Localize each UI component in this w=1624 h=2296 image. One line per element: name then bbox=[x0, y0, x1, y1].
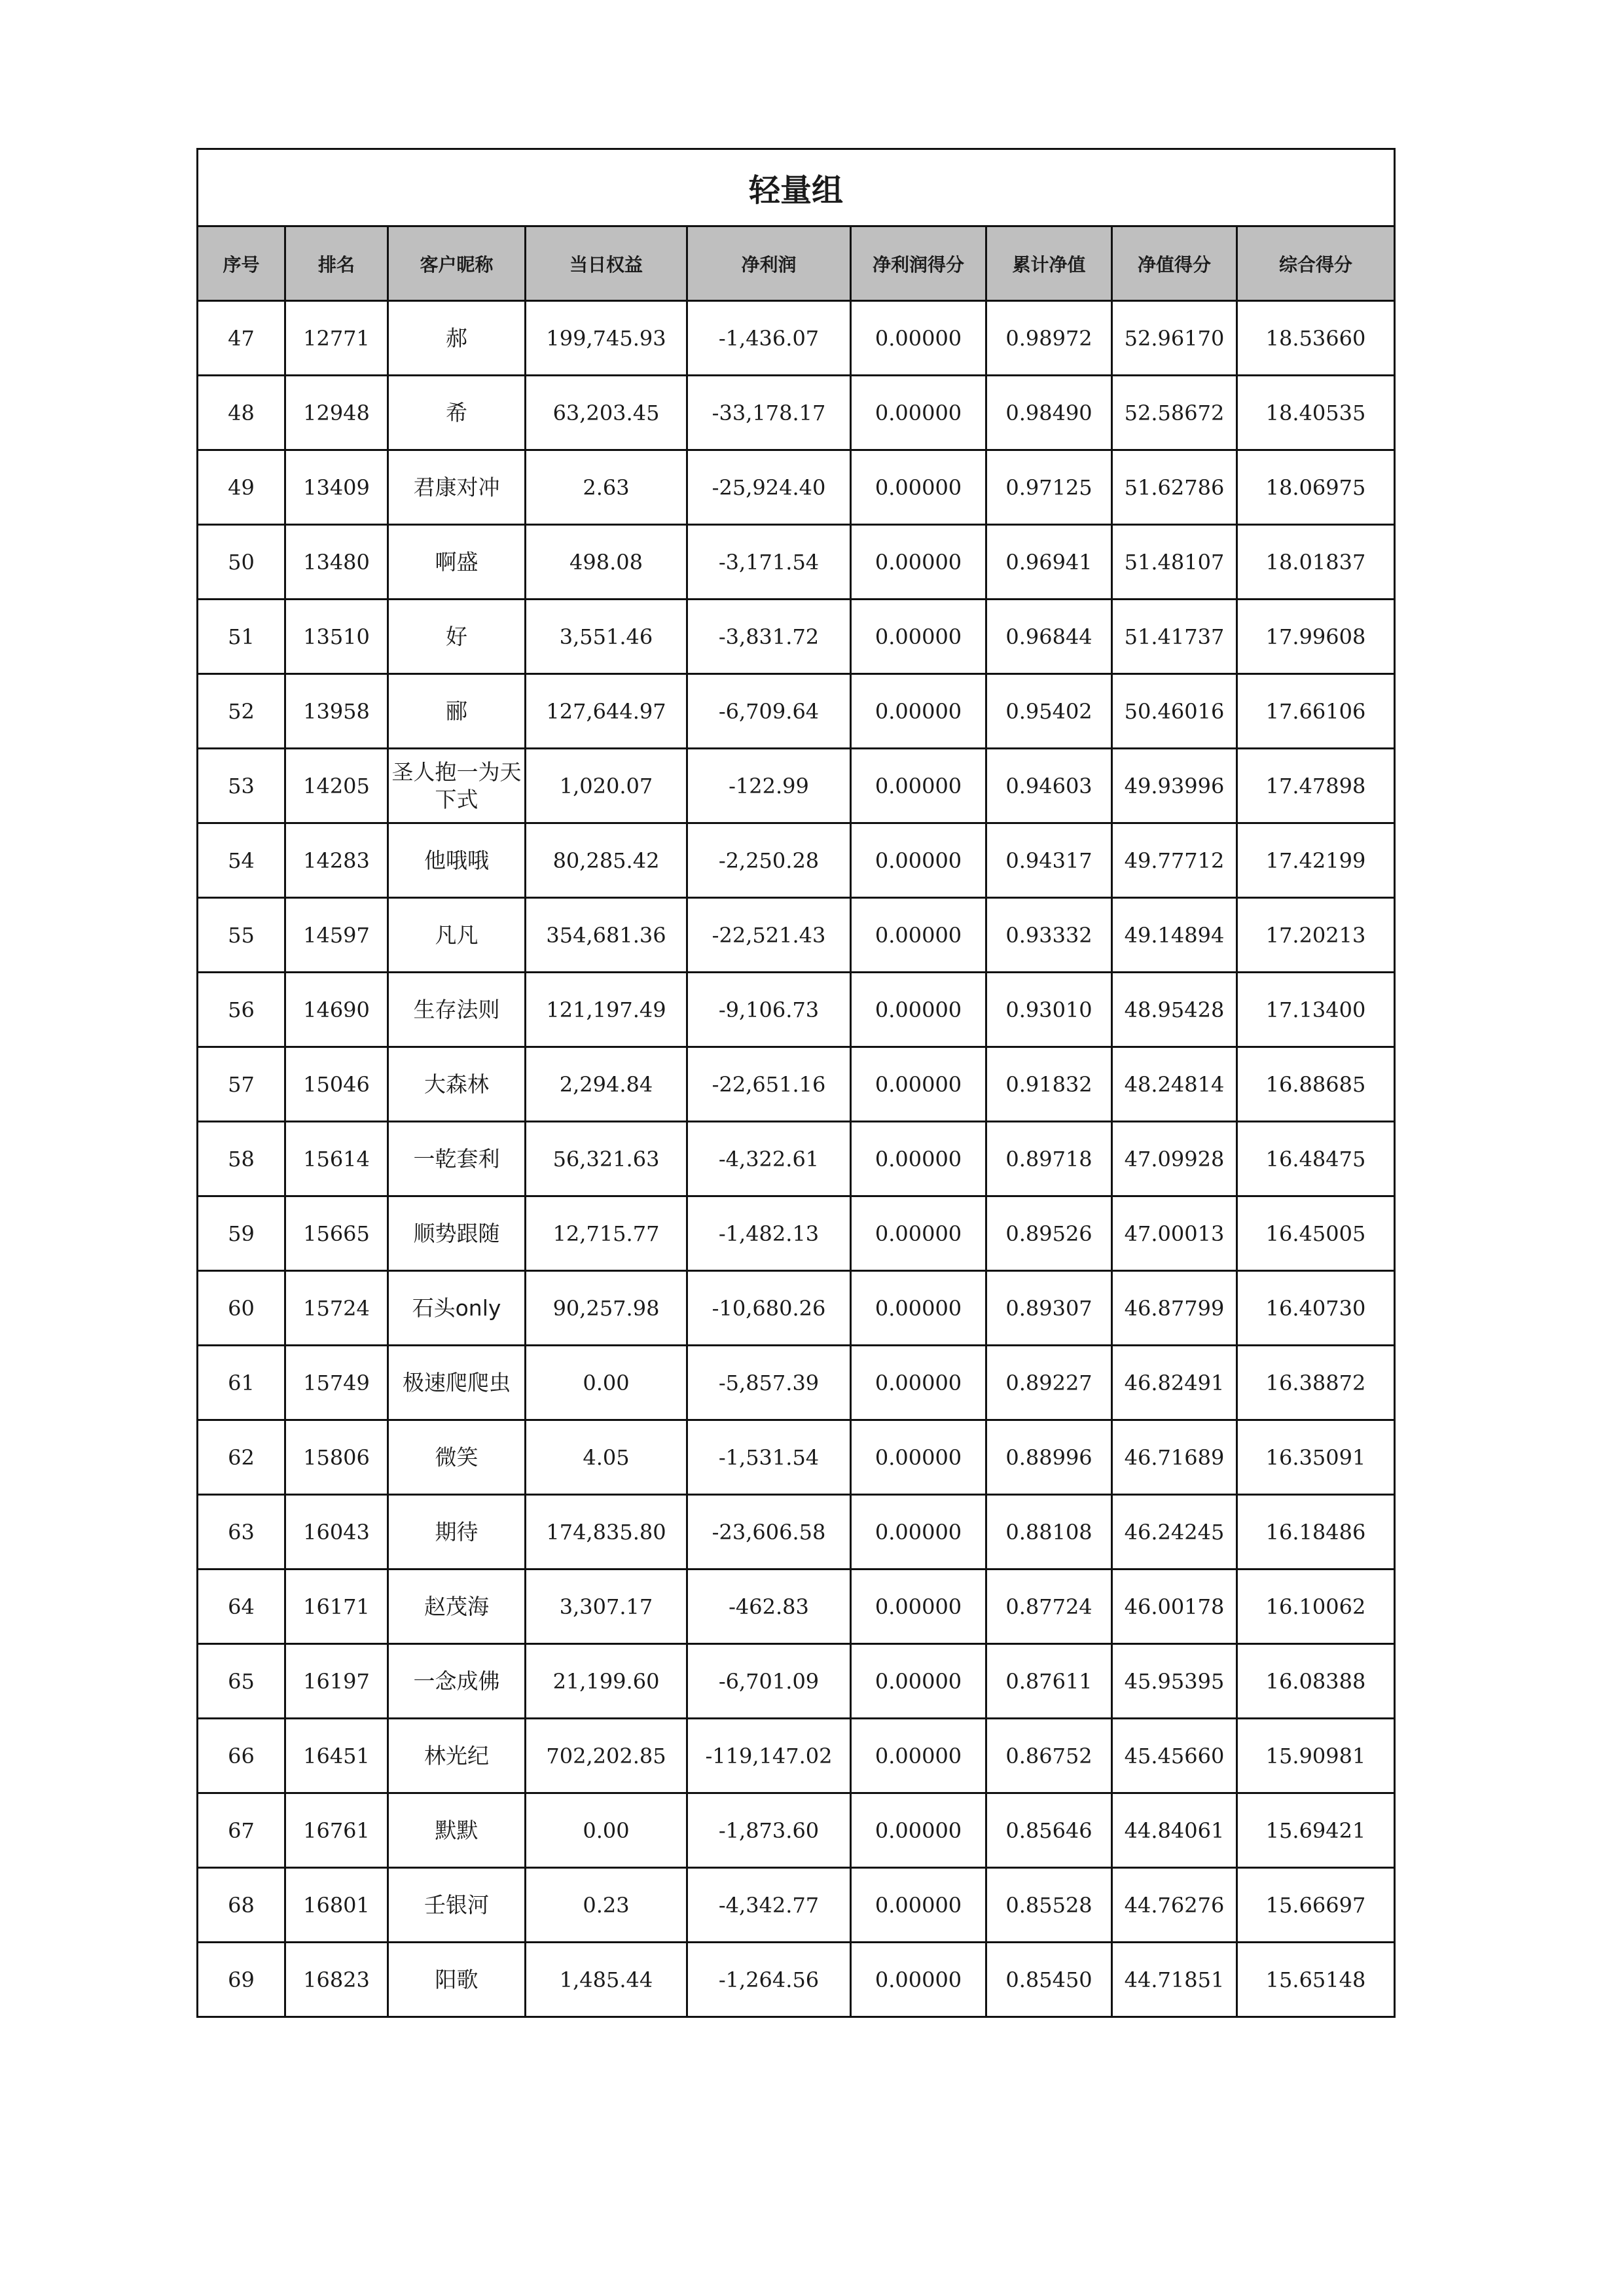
cell-rank: 16801 bbox=[285, 1868, 388, 1943]
cell-net-profit: -10,680.26 bbox=[687, 1271, 851, 1346]
cell-total-score: 16.40730 bbox=[1237, 1271, 1395, 1346]
cell-seq: 58 bbox=[198, 1122, 285, 1196]
cell-equity: 498.08 bbox=[526, 525, 687, 600]
cell-value-score: 46.71689 bbox=[1112, 1420, 1237, 1495]
cell-rank: 12948 bbox=[285, 376, 388, 450]
cell-net-value: 0.89718 bbox=[986, 1122, 1112, 1196]
cell-total-score: 18.06975 bbox=[1237, 450, 1395, 525]
cell-net-value: 0.89526 bbox=[986, 1196, 1112, 1271]
cell-rank: 16197 bbox=[285, 1644, 388, 1719]
cell-nickname: 微笑 bbox=[388, 1420, 526, 1495]
cell-net-value: 0.94317 bbox=[986, 823, 1112, 898]
cell-nickname: 默默 bbox=[388, 1793, 526, 1868]
header-equity: 当日权益 bbox=[526, 226, 687, 301]
cell-equity: 3,551.46 bbox=[526, 600, 687, 674]
header-seq: 序号 bbox=[198, 226, 285, 301]
cell-profit-score: 0.00000 bbox=[851, 525, 986, 600]
cell-profit-score: 0.00000 bbox=[851, 1570, 986, 1644]
cell-seq: 66 bbox=[198, 1719, 285, 1793]
cell-value-score: 48.95428 bbox=[1112, 973, 1237, 1047]
cell-rank: 16043 bbox=[285, 1495, 388, 1570]
cell-seq: 67 bbox=[198, 1793, 285, 1868]
cell-nickname: 壬银河 bbox=[388, 1868, 526, 1943]
cell-net-profit: -1,531.54 bbox=[687, 1420, 851, 1495]
cell-seq: 55 bbox=[198, 898, 285, 973]
cell-net-profit: -3,831.72 bbox=[687, 600, 851, 674]
cell-value-score: 46.82491 bbox=[1112, 1346, 1237, 1420]
cell-value-score: 47.00013 bbox=[1112, 1196, 1237, 1271]
table-row bbox=[198, 898, 1395, 973]
cell-net-value: 0.97125 bbox=[986, 450, 1112, 525]
cell-total-score: 17.42199 bbox=[1237, 823, 1395, 898]
table-row bbox=[198, 823, 1395, 898]
cell-profit-score: 0.00000 bbox=[851, 1644, 986, 1719]
cell-net-profit: -1,482.13 bbox=[687, 1196, 851, 1271]
cell-seq: 56 bbox=[198, 973, 285, 1047]
header-net-value: 累计净值 bbox=[986, 226, 1112, 301]
cell-profit-score: 0.00000 bbox=[851, 1196, 986, 1271]
cell-net-profit: -1,264.56 bbox=[687, 1943, 851, 2017]
cell-seq: 64 bbox=[198, 1570, 285, 1644]
cell-seq: 60 bbox=[198, 1271, 285, 1346]
cell-seq: 49 bbox=[198, 450, 285, 525]
cell-total-score: 17.47898 bbox=[1237, 749, 1395, 823]
cell-net-profit: -22,521.43 bbox=[687, 898, 851, 973]
cell-rank: 14283 bbox=[285, 823, 388, 898]
cell-equity: 2.63 bbox=[526, 450, 687, 525]
cell-value-score: 51.41737 bbox=[1112, 600, 1237, 674]
header-total-score: 综合得分 bbox=[1237, 226, 1395, 301]
cell-equity: 3,307.17 bbox=[526, 1570, 687, 1644]
cell-equity: 12,715.77 bbox=[526, 1196, 687, 1271]
cell-equity: 90,257.98 bbox=[526, 1271, 687, 1346]
cell-equity: 80,285.42 bbox=[526, 823, 687, 898]
cell-seq: 59 bbox=[198, 1196, 285, 1271]
header-value-score: 净值得分 bbox=[1112, 226, 1237, 301]
cell-profit-score: 0.00000 bbox=[851, 301, 986, 376]
cell-nickname: 石头only bbox=[388, 1271, 526, 1346]
cell-seq: 50 bbox=[198, 525, 285, 600]
cell-rank: 15614 bbox=[285, 1122, 388, 1196]
cell-value-score: 46.00178 bbox=[1112, 1570, 1237, 1644]
cell-value-score: 45.95395 bbox=[1112, 1644, 1237, 1719]
cell-value-score: 45.45660 bbox=[1112, 1719, 1237, 1793]
cell-equity: 354,681.36 bbox=[526, 898, 687, 973]
cell-net-value: 0.87724 bbox=[986, 1570, 1112, 1644]
cell-rank: 13958 bbox=[285, 674, 388, 749]
cell-net-value: 0.86752 bbox=[986, 1719, 1112, 1793]
cell-profit-score: 0.00000 bbox=[851, 1346, 986, 1420]
table-title: 轻量组 bbox=[198, 149, 1395, 226]
table-row bbox=[198, 1122, 1395, 1196]
cell-seq: 65 bbox=[198, 1644, 285, 1719]
cell-seq: 47 bbox=[198, 301, 285, 376]
cell-profit-score: 0.00000 bbox=[851, 450, 986, 525]
title-row bbox=[198, 149, 1395, 226]
cell-equity: 56,321.63 bbox=[526, 1122, 687, 1196]
cell-seq: 53 bbox=[198, 749, 285, 823]
cell-total-score: 16.88685 bbox=[1237, 1047, 1395, 1122]
cell-net-profit: -25,924.40 bbox=[687, 450, 851, 525]
cell-net-value: 0.89307 bbox=[986, 1271, 1112, 1346]
cell-rank: 15724 bbox=[285, 1271, 388, 1346]
cell-net-value: 0.85528 bbox=[986, 1868, 1112, 1943]
cell-equity: 1,485.44 bbox=[526, 1943, 687, 2017]
table-row bbox=[198, 749, 1395, 823]
cell-rank: 12771 bbox=[285, 301, 388, 376]
cell-net-profit: -1,873.60 bbox=[687, 1793, 851, 1868]
table-row bbox=[198, 1047, 1395, 1122]
table-row bbox=[198, 973, 1395, 1047]
cell-value-score: 46.24245 bbox=[1112, 1495, 1237, 1570]
cell-equity: 702,202.85 bbox=[526, 1719, 687, 1793]
cell-net-value: 0.94603 bbox=[986, 749, 1112, 823]
cell-rank: 16451 bbox=[285, 1719, 388, 1793]
cell-value-score: 44.76276 bbox=[1112, 1868, 1237, 1943]
cell-net-profit: -462.83 bbox=[687, 1570, 851, 1644]
cell-seq: 48 bbox=[198, 376, 285, 450]
cell-net-profit: -1,436.07 bbox=[687, 301, 851, 376]
cell-nickname: 郝 bbox=[388, 301, 526, 376]
cell-profit-score: 0.00000 bbox=[851, 600, 986, 674]
cell-profit-score: 0.00000 bbox=[851, 674, 986, 749]
cell-net-value: 0.88996 bbox=[986, 1420, 1112, 1495]
cell-seq: 62 bbox=[198, 1420, 285, 1495]
cell-equity: 199,745.93 bbox=[526, 301, 687, 376]
cell-net-value: 0.93010 bbox=[986, 973, 1112, 1047]
header-row bbox=[198, 226, 1395, 301]
cell-net-value: 0.85646 bbox=[986, 1793, 1112, 1868]
cell-total-score: 16.45005 bbox=[1237, 1196, 1395, 1271]
cell-seq: 51 bbox=[198, 600, 285, 674]
cell-profit-score: 0.00000 bbox=[851, 1122, 986, 1196]
cell-total-score: 16.38872 bbox=[1237, 1346, 1395, 1420]
header-rank: 排名 bbox=[285, 226, 388, 301]
cell-profit-score: 0.00000 bbox=[851, 1420, 986, 1495]
cell-profit-score: 0.00000 bbox=[851, 749, 986, 823]
cell-nickname: 林光纪 bbox=[388, 1719, 526, 1793]
cell-net-profit: -5,857.39 bbox=[687, 1346, 851, 1420]
cell-net-profit: -4,342.77 bbox=[687, 1868, 851, 1943]
table-row bbox=[198, 1644, 1395, 1719]
cell-total-score: 16.10062 bbox=[1237, 1570, 1395, 1644]
cell-value-score: 51.62786 bbox=[1112, 450, 1237, 525]
cell-profit-score: 0.00000 bbox=[851, 1271, 986, 1346]
cell-nickname: 大森林 bbox=[388, 1047, 526, 1122]
cell-nickname: 郦 bbox=[388, 674, 526, 749]
cell-net-profit: -4,322.61 bbox=[687, 1122, 851, 1196]
cell-value-score: 50.46016 bbox=[1112, 674, 1237, 749]
table-row bbox=[198, 525, 1395, 600]
table-row bbox=[198, 450, 1395, 525]
cell-total-score: 17.66106 bbox=[1237, 674, 1395, 749]
table-row bbox=[198, 1793, 1395, 1868]
cell-nickname: 极速爬爬虫 bbox=[388, 1346, 526, 1420]
cell-equity: 0.00 bbox=[526, 1346, 687, 1420]
cell-value-score: 51.48107 bbox=[1112, 525, 1237, 600]
cell-equity: 0.23 bbox=[526, 1868, 687, 1943]
cell-value-score: 46.87799 bbox=[1112, 1271, 1237, 1346]
cell-profit-score: 0.00000 bbox=[851, 823, 986, 898]
cell-net-profit: -22,651.16 bbox=[687, 1047, 851, 1122]
cell-nickname: 顺势跟随 bbox=[388, 1196, 526, 1271]
cell-profit-score: 0.00000 bbox=[851, 1047, 986, 1122]
cell-value-score: 52.96170 bbox=[1112, 301, 1237, 376]
cell-net-profit: -6,709.64 bbox=[687, 674, 851, 749]
cell-nickname: 生存法则 bbox=[388, 973, 526, 1047]
cell-seq: 69 bbox=[198, 1943, 285, 2017]
cell-nickname: 阳歌 bbox=[388, 1943, 526, 2017]
cell-equity: 63,203.45 bbox=[526, 376, 687, 450]
cell-net-value: 0.98972 bbox=[986, 301, 1112, 376]
cell-net-profit: -9,106.73 bbox=[687, 973, 851, 1047]
cell-seq: 57 bbox=[198, 1047, 285, 1122]
table-row bbox=[198, 600, 1395, 674]
cell-net-value: 0.93332 bbox=[986, 898, 1112, 973]
table-row bbox=[198, 301, 1395, 376]
table-row bbox=[198, 1868, 1395, 1943]
cell-equity: 4.05 bbox=[526, 1420, 687, 1495]
cell-net-value: 0.91832 bbox=[986, 1047, 1112, 1122]
cell-rank: 15749 bbox=[285, 1346, 388, 1420]
cell-net-value: 0.96844 bbox=[986, 600, 1112, 674]
table-row bbox=[198, 1346, 1395, 1420]
cell-net-value: 0.85450 bbox=[986, 1943, 1112, 2017]
cell-nickname: 一乾套利 bbox=[388, 1122, 526, 1196]
cell-total-score: 18.40535 bbox=[1237, 376, 1395, 450]
cell-net-value: 0.96941 bbox=[986, 525, 1112, 600]
cell-total-score: 17.13400 bbox=[1237, 973, 1395, 1047]
cell-nickname: 一念成佛 bbox=[388, 1644, 526, 1719]
cell-value-score: 49.14894 bbox=[1112, 898, 1237, 973]
header-net-profit: 净利润 bbox=[687, 226, 851, 301]
cell-total-score: 15.69421 bbox=[1237, 1793, 1395, 1868]
table-body bbox=[198, 301, 1395, 2017]
cell-seq: 54 bbox=[198, 823, 285, 898]
cell-value-score: 48.24814 bbox=[1112, 1047, 1237, 1122]
cell-value-score: 52.58672 bbox=[1112, 376, 1237, 450]
cell-profit-score: 0.00000 bbox=[851, 1943, 986, 2017]
cell-rank: 13409 bbox=[285, 450, 388, 525]
cell-rank: 16171 bbox=[285, 1570, 388, 1644]
cell-net-profit: -23,606.58 bbox=[687, 1495, 851, 1570]
cell-net-value: 0.87611 bbox=[986, 1644, 1112, 1719]
cell-total-score: 17.20213 bbox=[1237, 898, 1395, 973]
cell-value-score: 47.09928 bbox=[1112, 1122, 1237, 1196]
cell-equity: 21,199.60 bbox=[526, 1644, 687, 1719]
cell-equity: 174,835.80 bbox=[526, 1495, 687, 1570]
cell-total-score: 16.35091 bbox=[1237, 1420, 1395, 1495]
cell-equity: 0.00 bbox=[526, 1793, 687, 1868]
cell-seq: 52 bbox=[198, 674, 285, 749]
cell-profit-score: 0.00000 bbox=[851, 898, 986, 973]
cell-equity: 1,020.07 bbox=[526, 749, 687, 823]
cell-equity: 127,644.97 bbox=[526, 674, 687, 749]
cell-rank: 13480 bbox=[285, 525, 388, 600]
cell-rank: 15046 bbox=[285, 1047, 388, 1122]
cell-profit-score: 0.00000 bbox=[851, 1495, 986, 1570]
cell-profit-score: 0.00000 bbox=[851, 1719, 986, 1793]
cell-seq: 61 bbox=[198, 1346, 285, 1420]
cell-total-score: 16.08388 bbox=[1237, 1644, 1395, 1719]
cell-total-score: 18.01837 bbox=[1237, 525, 1395, 600]
cell-total-score: 15.90981 bbox=[1237, 1719, 1395, 1793]
cell-net-profit: -122.99 bbox=[687, 749, 851, 823]
cell-net-value: 0.88108 bbox=[986, 1495, 1112, 1570]
cell-profit-score: 0.00000 bbox=[851, 973, 986, 1047]
cell-rank: 14597 bbox=[285, 898, 388, 973]
cell-total-score: 15.66697 bbox=[1237, 1868, 1395, 1943]
cell-value-score: 44.84061 bbox=[1112, 1793, 1237, 1868]
cell-value-score: 49.77712 bbox=[1112, 823, 1237, 898]
cell-nickname: 圣人抱一为天下式 bbox=[388, 749, 526, 823]
cell-nickname: 赵茂海 bbox=[388, 1570, 526, 1644]
cell-nickname: 他哦哦 bbox=[388, 823, 526, 898]
cell-nickname: 啊盛 bbox=[388, 525, 526, 600]
cell-net-profit: -119,147.02 bbox=[687, 1719, 851, 1793]
cell-net-value: 0.95402 bbox=[986, 674, 1112, 749]
cell-nickname: 凡凡 bbox=[388, 898, 526, 973]
cell-nickname: 期待 bbox=[388, 1495, 526, 1570]
cell-seq: 68 bbox=[198, 1868, 285, 1943]
cell-net-profit: -33,178.17 bbox=[687, 376, 851, 450]
table-row bbox=[198, 1719, 1395, 1793]
ranking-table bbox=[196, 148, 1396, 2018]
table-row bbox=[198, 376, 1395, 450]
cell-seq: 63 bbox=[198, 1495, 285, 1570]
cell-nickname: 君康对冲 bbox=[388, 450, 526, 525]
header-nickname: 客户昵称 bbox=[388, 226, 526, 301]
cell-rank: 14205 bbox=[285, 749, 388, 823]
cell-value-score: 49.93996 bbox=[1112, 749, 1237, 823]
ranking-sheet bbox=[196, 148, 1394, 2018]
cell-net-value: 0.98490 bbox=[986, 376, 1112, 450]
cell-rank: 16761 bbox=[285, 1793, 388, 1868]
cell-equity: 2,294.84 bbox=[526, 1047, 687, 1122]
table-row bbox=[198, 1495, 1395, 1570]
cell-profit-score: 0.00000 bbox=[851, 1868, 986, 1943]
cell-rank: 14690 bbox=[285, 973, 388, 1047]
table-row bbox=[198, 1420, 1395, 1495]
cell-net-profit: -2,250.28 bbox=[687, 823, 851, 898]
cell-nickname: 好 bbox=[388, 600, 526, 674]
table-row bbox=[198, 1943, 1395, 2017]
cell-net-value: 0.89227 bbox=[986, 1346, 1112, 1420]
table-row bbox=[198, 674, 1395, 749]
cell-rank: 15806 bbox=[285, 1420, 388, 1495]
cell-rank: 16823 bbox=[285, 1943, 388, 2017]
cell-profit-score: 0.00000 bbox=[851, 376, 986, 450]
cell-nickname: 希 bbox=[388, 376, 526, 450]
cell-profit-score: 0.00000 bbox=[851, 1793, 986, 1868]
table-row bbox=[198, 1196, 1395, 1271]
cell-total-score: 15.65148 bbox=[1237, 1943, 1395, 2017]
cell-total-score: 16.48475 bbox=[1237, 1122, 1395, 1196]
cell-equity: 121,197.49 bbox=[526, 973, 687, 1047]
cell-total-score: 18.53660 bbox=[1237, 301, 1395, 376]
cell-rank: 13510 bbox=[285, 600, 388, 674]
cell-net-profit: -3,171.54 bbox=[687, 525, 851, 600]
cell-total-score: 16.18486 bbox=[1237, 1495, 1395, 1570]
cell-net-profit: -6,701.09 bbox=[687, 1644, 851, 1719]
cell-total-score: 17.99608 bbox=[1237, 600, 1395, 674]
table-row bbox=[198, 1271, 1395, 1346]
header-profit-score: 净利润得分 bbox=[851, 226, 986, 301]
table-row bbox=[198, 1570, 1395, 1644]
cell-value-score: 44.71851 bbox=[1112, 1943, 1237, 2017]
cell-rank: 15665 bbox=[285, 1196, 388, 1271]
